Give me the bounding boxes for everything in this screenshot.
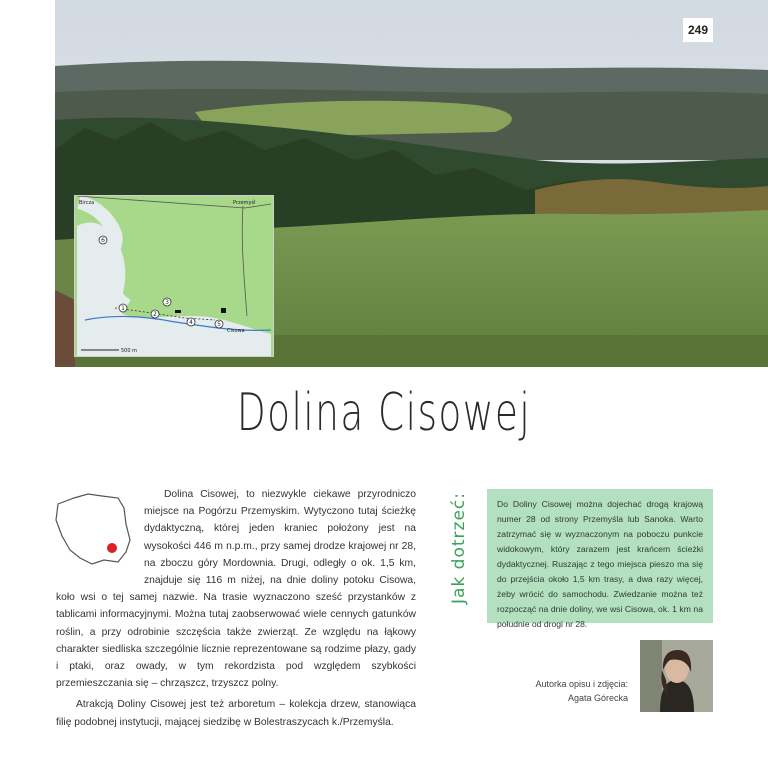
map-stop-label-5: 5 [217, 321, 221, 328]
map-label-bircza: Bircza [79, 200, 95, 206]
map-label-cisowa: Cisowa [227, 328, 245, 334]
directions-heading [444, 488, 474, 608]
article-body [56, 486, 416, 735]
article-paragraph-1: Dolina Cisowej, to niezwykle ciekawe przyrodniczo miejsce na Pogórzu Przemyskim. Wytyczono tutaj ścieżkę dydaktyczną, której jeden kraniec położony jest na wysokości 446 m n.p.m., przy samej drodze krajowej nr 28, na zboczu góry Mordownia. Drugi, odległy o ok. 1,5 km, znajduje się 116 m niżej, na dnie doliny potoku Cisowa, koło wsi o tej samej nazwie. Na trasie wyznaczono sześć przystanków z tablicami informacyjnymi. Można tutaj zaobserwować wiele cennych gatunków roślin, a przy odrobinie szczęścia także zwierząt. Ze względu na łąkowy charakter siedliska szczególnie licznie reprezentowane są rodzime płazy, gady i ptaki, oraz owady, w tym rekordzista pod względem szybkości przemieszczania się – chrząszcz, trzyszcz polny. [56, 489, 416, 690]
map-label-przemysl: Przemyśl [233, 200, 256, 206]
map-stop-label-6: 6 [101, 237, 105, 244]
article-paragraph-2: Atrakcją Doliny Cisowej jest też arboretum – kolekcja drzew, stanowiąca filię podobnej instytucji, mającej siedzibę w Bolestraszycach k./Przemyśla. [56, 699, 416, 728]
map-stop-label-2: 2 [153, 311, 157, 318]
map-float-spacer [56, 486, 144, 586]
trail-map [74, 195, 274, 357]
parking-marker [221, 308, 226, 313]
map-scale-label: 500 m [121, 348, 138, 354]
author-label: Autorka opisu i zdjęcia: [535, 679, 628, 689]
map-stop-label-3: 3 [165, 299, 169, 306]
author-name: Agata Górecka [567, 693, 628, 703]
directions-box: Do Doliny Cisowej można dojechać drogą krajową numer 28 od strony Przemyśla lub Sanoka. Warto zatrzymać się w wyznaczonym na poboczu punkcie widokowym, który zarazem jest krańcem ścieżki dydaktycznej. Ruszając z tego miejsca pieszo ma się do przejścia około 1,5 km trasy, a dwa razy więcej, żeby wrócić do samochodu. Zwiedzanie można też rozpocząć na dnie doliny, we wsi Cisowa, ok. 1 km na południe od drogi nr 28. [487, 489, 713, 623]
bench-marker [175, 310, 181, 313]
author-photo [640, 640, 713, 712]
map-stop-label-1: 1 [121, 305, 125, 312]
author-credit [520, 677, 628, 705]
page-number: 249 [683, 18, 713, 42]
directions-heading-text: Jak dotrzeć: [449, 492, 469, 604]
map-stop-label-4: 4 [189, 319, 193, 326]
article-title: Dolina Cisowej [236, 383, 532, 443]
